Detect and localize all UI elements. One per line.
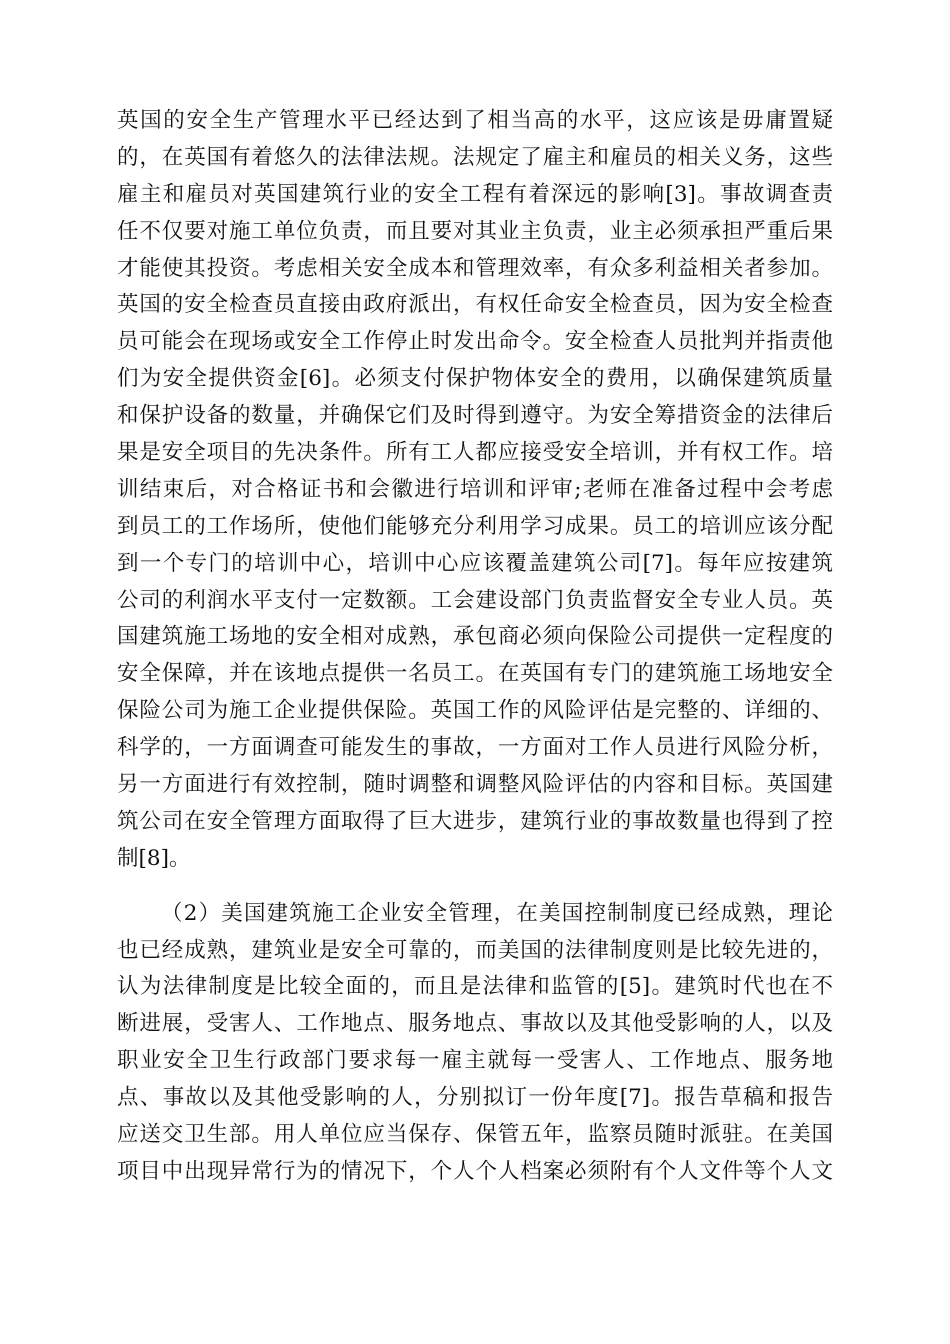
text-line: 保险公司为施工企业提供保险。英国工作的风险评估是完整的、详细的、 [117, 698, 833, 724]
paragraph-us-safety [117, 896, 833, 1191]
text-line: 制[8]。 [117, 845, 191, 871]
text-line: 的，在英国有着悠久的法律法规。法规定了雇主和雇员的相关义务，这些 [117, 144, 833, 170]
text-line: （2）美国建筑施工企业安全管理，在美国控制制度已经成熟，理论 [161, 900, 833, 926]
text-line: 点、事故以及其他受影响的人，分别拟订一份年度[7]。报告草稿和报告 [117, 1085, 833, 1111]
text-line: 们为安全提供资金[6]。必须支付保护物体安全的费用，以确保建筑质量 [117, 366, 833, 392]
text-line: 认为法律制度是比较全面的，而且是法律和监管的[5]。建筑时代也在不 [117, 974, 833, 1000]
text-line: 科学的，一方面调查可能发生的事故，一方面对工作人员进行风险分析， [117, 735, 833, 761]
text-line: 公司的利润水平支付一定数额。工会建设部门负责监督安全专业人员。英 [117, 587, 833, 613]
text-line: 任不仅要对施工单位负责，而且要对其业主负责，业主必须承担严重后果 [117, 218, 833, 244]
text-line: 果是安全项目的先决条件。所有工人都应接受安全培训，并有权工作。培 [117, 440, 833, 466]
document-page [117, 103, 833, 1191]
text-line: 和保护设备的数量，并确保它们及时得到遵守。为安全筹措资金的法律后 [117, 403, 833, 429]
text-line: 断进展，受害人、工作地点、服务地点、事故以及其他受影响的人，以及 [117, 1011, 833, 1037]
text-line: 到员工的工作场所，使他们能够充分利用学习成果。员工的培训应该分配 [117, 513, 833, 539]
text-line: 雇主和雇员对英国建筑行业的安全工程有着深远的影响[3]。事故调查责 [117, 181, 833, 207]
text-line: 才能使其投资。考虑相关安全成本和管理效率，有众多利益相关者参加。 [117, 255, 833, 281]
text-line: 安全保障，并在该地点提供一名员工。在英国有专门的建筑施工场地安全 [117, 661, 833, 687]
text-line: 应送交卫生部。用人单位应当保存、保管五年，监察员随时派驻。在美国 [117, 1122, 833, 1148]
text-line: 到一个专门的培训中心，培训中心应该覆盖建筑公司[7]。每年应按建筑 [117, 550, 833, 576]
paragraph-gap [117, 878, 833, 896]
text-line: 也已经成熟，建筑业是安全可靠的，而美国的法律制度则是比较先进的， [117, 937, 833, 963]
text-line: 员可能会在现场或安全工作停止时发出命令。安全检查人员批判并指责他 [117, 329, 833, 355]
text-line: 另一方面进行有效控制，随时调整和调整风险评估的内容和目标。英国建 [117, 772, 833, 798]
text-line: 训结束后，对合格证书和会徽进行培训和评审;老师在准备过程中会考虑 [117, 476, 833, 502]
text-line: 职业安全卫生行政部门要求每一雇主就每一受害人、工作地点、服务地 [117, 1048, 833, 1074]
text-line: 筑公司在安全管理方面取得了巨大进步，建筑行业的事故数量也得到了控 [117, 808, 833, 834]
paragraph-uk-safety [117, 103, 833, 878]
text-line: 国建筑施工场地的安全相对成熟，承包商必须向保险公司提供一定程度的 [117, 624, 833, 650]
text-line: 项目中出现异常行为的情况下，个人个人档案必须附有个人文件等个人文 [117, 1158, 833, 1184]
text-line: 英国的安全检查员直接由政府派出，有权任命安全检查员，因为安全检查 [117, 292, 833, 318]
text-line: 英国的安全生产管理水平已经达到了相当高的水平，这应该是毋庸置疑 [117, 108, 833, 133]
